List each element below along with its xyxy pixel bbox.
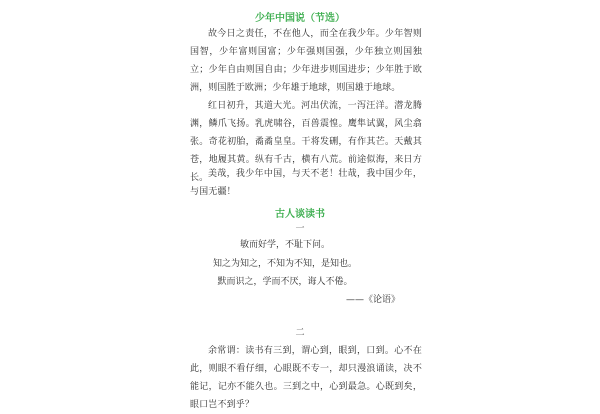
quote-3: 默而识之，学而不厌，诲人不倦。 bbox=[217, 277, 353, 287]
paragraph-3: 美哉，我少年中国，与天不老！壮哉，我中国少年，与国无疆！ bbox=[190, 169, 422, 197]
quote-2: 知之为知之，不知为不知，是知也。 bbox=[212, 259, 357, 269]
paragraph-part-two: 余常谓：读书有三到，谓心到，眼到，口到。心不在此，则眼不看仔细，心眼既不专一，却只漫浪诵读，决不能记，记亦不能久也。三到之中，心到最急。心既到矣，眼口岂不到乎？ bbox=[190, 346, 422, 410]
quote-source: ——《论语》 bbox=[345, 295, 400, 305]
paragraph-1: 故今日之责任，不在他人，而全在我少年。少年智则国智，少年富则国富；少年强则国强，少年独立则国独立；少年自由则国自由；少年进步则国进步；少年胜于欧洲，则国胜于欧洲；少年雄于地球，则国雄于地球。 bbox=[190, 29, 422, 93]
paragraph-2: 红日初升，其道大光。河出伏流，一泻汪洋。潜龙腾渊，鳞爪飞扬。乳虎啸谷，百兽震惶。鹰隼试翼，风尘翕张。奇花初胎，矞矞皇皇。干将发硎，有作其芒。天戴其苍，地履其黄。纵有千古，横有八荒。前途似海，来日方长。 bbox=[190, 101, 422, 183]
part-one-label: 一 bbox=[295, 224, 305, 234]
part-two-label: 二 bbox=[295, 328, 305, 338]
section-title: 古人谈读书 bbox=[275, 209, 325, 220]
poem-title: 少年中国说（节选） bbox=[255, 13, 345, 24]
quote-1: 敏而好学，不耻下问。 bbox=[239, 240, 330, 250]
